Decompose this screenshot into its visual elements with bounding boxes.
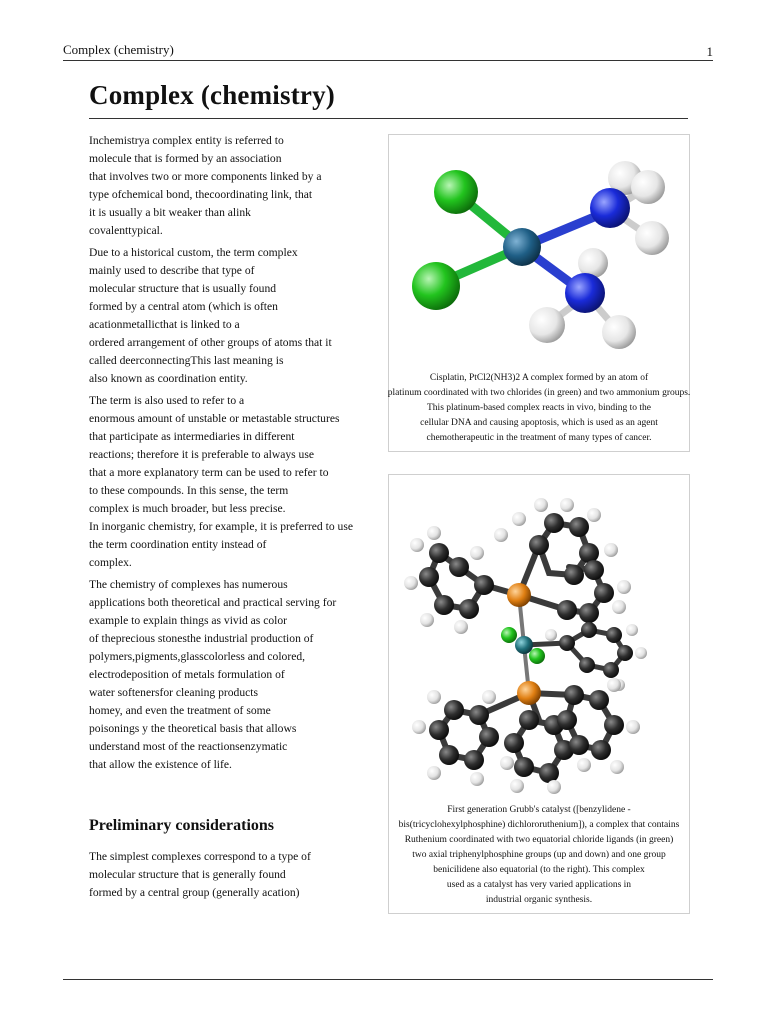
- carbon-atom: [564, 565, 584, 585]
- carbon-atom: [529, 535, 549, 555]
- text-line: formed by a central group (generally acation): [89, 886, 300, 899]
- carbon-atom: [581, 622, 597, 638]
- carbon-atom: [504, 733, 524, 753]
- text-line: The chemistry of complexes has numerous: [89, 578, 288, 591]
- phosphorus-atom: [507, 583, 531, 607]
- hydrogen-atom: [545, 629, 557, 641]
- hydrogen-atom: [635, 647, 647, 659]
- carbon-atom: [606, 627, 622, 643]
- caption-line: two axial triphenylphosphine groups (up and down) and one group: [412, 850, 666, 860]
- chlorine-atom: [434, 170, 478, 214]
- hydrogen-atom: [610, 760, 624, 774]
- text-line: that involves two or more components linked by a: [89, 170, 322, 183]
- hydrogen-atom: [617, 580, 631, 594]
- paragraph: [89, 392, 379, 572]
- article-body: [89, 132, 379, 778]
- caption-line: benicilidene also equatorial (to the right). This complex: [433, 865, 645, 875]
- hydrogen-atom: [534, 498, 548, 512]
- carbon-atom: [569, 735, 589, 755]
- caption-line: Ruthenium coordinated with two equatorial chloride ligands (in green): [404, 835, 674, 845]
- caption-line: chemotherapeutic in the treatment of many types of cancer.: [426, 433, 652, 443]
- carbon-atom: [459, 599, 479, 619]
- section-heading: Preliminary considerations: [89, 817, 275, 834]
- cisplatin-molecule-image: [389, 135, 689, 371]
- text-line: molecule that is formed by an association: [89, 152, 282, 165]
- text-line: it is usually a bit weaker than alink: [89, 206, 251, 219]
- text-line: enormous amount of unstable or metastable structures: [89, 412, 340, 425]
- caption-line: First generation Grubb's catalyst ([benzylidene -: [447, 805, 631, 815]
- carbon-atom: [444, 700, 464, 720]
- text-line: complex.: [89, 556, 132, 569]
- hydrogen-atom: [631, 170, 665, 204]
- nitrogen-atom: [590, 188, 630, 228]
- chlorine-atom: [529, 648, 545, 664]
- carbon-atom: [429, 543, 449, 563]
- text-line: the term coordination entity instead of: [89, 538, 267, 551]
- chlorine-atom: [412, 262, 460, 310]
- hydrogen-atom: [612, 600, 626, 614]
- carbon-atom: [544, 513, 564, 533]
- text-line: to these compounds. In this sense, the term: [89, 484, 289, 497]
- text-line: that a more explanatory term can be used to refer to: [89, 466, 329, 479]
- hydrogen-atom: [577, 758, 591, 772]
- carbon-atom: [604, 715, 624, 735]
- text-line: complex is much broader, but less precise.: [89, 502, 286, 515]
- carbon-atom: [617, 645, 633, 661]
- text-line: that allow the existence of life.: [89, 758, 232, 771]
- hydrogen-atom: [470, 772, 484, 786]
- carbon-atom: [557, 600, 577, 620]
- carbon-atom: [469, 705, 489, 725]
- text-line: type ofchemical bond, thecoordinating link, that: [89, 188, 313, 201]
- carbon-atom: [429, 720, 449, 740]
- text-line: called deerconnectingThis last meaning is: [89, 354, 284, 367]
- carbon-atom: [479, 727, 499, 747]
- carbon-atom: [603, 662, 619, 678]
- text-line: reactions; therefore it is preferable to always use: [89, 448, 315, 461]
- text-line: also known as coordination entity.: [89, 372, 248, 385]
- caption-line: cellular DNA and causing apoptosis, which is used as an agent: [420, 418, 658, 428]
- hydrogen-atom: [635, 221, 669, 255]
- phosphorus-atom: [517, 681, 541, 705]
- text-line: water softenersfor cleaning products: [89, 686, 259, 699]
- figure-caption: [375, 803, 703, 908]
- text-line: Inchemistrya complex entity is referred to: [89, 134, 284, 147]
- text-line: molecular structure that is usually found: [89, 282, 277, 295]
- hydrogen-atom: [604, 543, 618, 557]
- text-line: that participate as intermediaries in different: [89, 430, 295, 443]
- caption-line: bis(tricyclohexylphosphine) dichlororuthenium]), a complex that contains: [398, 820, 680, 830]
- hydrogen-atom: [470, 546, 484, 560]
- hydrogen-atom: [626, 720, 640, 734]
- hydrogen-atom: [427, 526, 441, 540]
- hydrogen-atom: [412, 720, 426, 734]
- section-paragraph: [89, 848, 379, 902]
- hydrogen-atom: [626, 624, 638, 636]
- carbon-atom: [584, 560, 604, 580]
- paragraph: [89, 244, 379, 388]
- hydrogen-atom: [510, 779, 524, 793]
- carbon-atom: [539, 763, 559, 783]
- carbon-atom: [559, 635, 575, 651]
- text-line: The term is also used to refer to a: [89, 394, 245, 407]
- text-line: The simplest complexes correspond to a type of: [89, 850, 311, 863]
- text-line: polymers,pigments,glasscolorless and colored,: [89, 650, 306, 663]
- carbon-atom: [419, 567, 439, 587]
- figure-caption: [375, 371, 703, 446]
- carbon-atom: [579, 657, 595, 673]
- carbon-atom: [449, 557, 469, 577]
- carbon-atom: [589, 690, 609, 710]
- hydrogen-atom: [420, 613, 434, 627]
- paragraph: [89, 576, 379, 774]
- nitrogen-atom: [565, 273, 605, 313]
- hydrogen-atom: [607, 678, 621, 692]
- carbon-atom: [519, 710, 539, 730]
- hydrogen-atom: [410, 538, 424, 552]
- text-line: electrodeposition of metals formulation of: [89, 668, 285, 681]
- grubbs-catalyst-figure: [388, 474, 690, 914]
- hydrogen-atom: [547, 780, 561, 794]
- hydrogen-atom: [560, 498, 574, 512]
- chlorine-atom: [501, 627, 517, 643]
- text-line: acationmetallicthat is linked to a: [89, 318, 240, 331]
- article-title: Complex (chemistry): [89, 80, 335, 110]
- carbon-atom: [579, 543, 599, 563]
- caption-line: This platinum-based complex reacts in vivo, binding to the: [427, 403, 651, 413]
- hydrogen-atom: [427, 690, 441, 704]
- running-header: [63, 42, 713, 61]
- carbon-atom: [591, 740, 611, 760]
- carbon-atom: [474, 575, 494, 595]
- carbon-atom: [557, 710, 577, 730]
- carbon-atom: [434, 595, 454, 615]
- text-line: molecular structure that is generally found: [89, 868, 286, 881]
- carbon-atom: [439, 745, 459, 765]
- text-line: applications both theoretical and practical serving for: [89, 596, 337, 609]
- text-line: In inorganic chemistry, for example, it is preferred to use: [89, 520, 353, 533]
- text-line: covalenttypical.: [89, 224, 163, 237]
- text-line: poisonings y the theoretical basis that allows: [89, 722, 297, 735]
- ruthenium-atom: [515, 636, 533, 654]
- title-divider: [89, 118, 688, 119]
- grubbs-catalyst-molecule-image: [389, 475, 689, 797]
- hydrogen-atom: [500, 756, 514, 770]
- cisplatin-figure: [388, 134, 690, 452]
- footer-divider: [63, 979, 713, 980]
- carbon-atom: [579, 603, 599, 623]
- paragraph: [89, 132, 379, 240]
- hydrogen-atom: [494, 528, 508, 542]
- carbon-atom: [464, 750, 484, 770]
- hydrogen-atom: [454, 620, 468, 634]
- platinum-atom: [503, 228, 541, 266]
- caption-line: platinum coordinated with two chlorides (in green) and two ammonium groups.: [387, 388, 691, 398]
- text-line: Due to a historical custom, the term complex: [89, 246, 298, 259]
- text-line: mainly used to describe that type of: [89, 264, 255, 277]
- caption-line: used as a catalyst has very varied applications in: [446, 880, 632, 890]
- page-number: 1: [706, 44, 713, 59]
- carbon-atom: [569, 517, 589, 537]
- hydrogen-atom: [602, 315, 636, 349]
- hydrogen-atom: [512, 512, 526, 526]
- hydrogen-atom: [482, 690, 496, 704]
- caption-line: industrial organic synthesis.: [485, 895, 593, 905]
- hydrogen-atom: [427, 766, 441, 780]
- running-title: Complex (chemistry): [63, 42, 174, 57]
- caption-line: Cisplatin, PtCl2(NH3)2 A complex formed by an atom of: [429, 373, 649, 383]
- text-line: of theprecious stonesthe industrial production of: [89, 632, 314, 645]
- text-line: formed by a central atom (which is often: [89, 300, 278, 313]
- text-line: understand most of the reactionsenzymatic: [89, 740, 288, 753]
- text-line: homey, and even the treatment of some: [89, 704, 271, 717]
- carbon-atom: [594, 583, 614, 603]
- hydrogen-atom: [529, 307, 565, 343]
- text-line: ordered arrangement of other groups of atoms that it: [89, 336, 332, 349]
- hydrogen-atom: [404, 576, 418, 590]
- text-line: example to explain things as vivid as color: [89, 614, 288, 627]
- carbon-atom: [564, 685, 584, 705]
- carbon-atom: [514, 757, 534, 777]
- hydrogen-atom: [587, 508, 601, 522]
